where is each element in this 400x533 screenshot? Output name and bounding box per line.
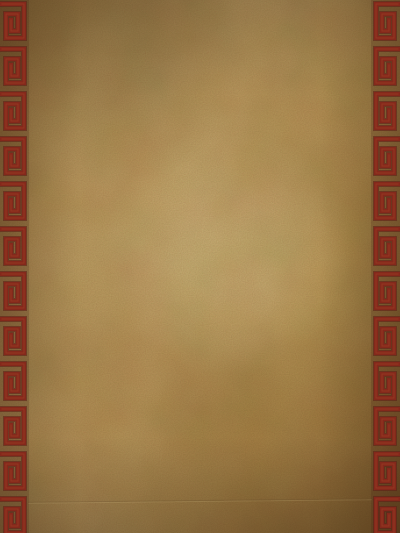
blank-content-area — [29, 0, 371, 533]
left-greek-key-border — [0, 0, 29, 533]
greek-key-border-icon — [0, 0, 29, 533]
right-greek-key-border — [371, 0, 400, 533]
greek-key-border-icon — [371, 0, 400, 533]
